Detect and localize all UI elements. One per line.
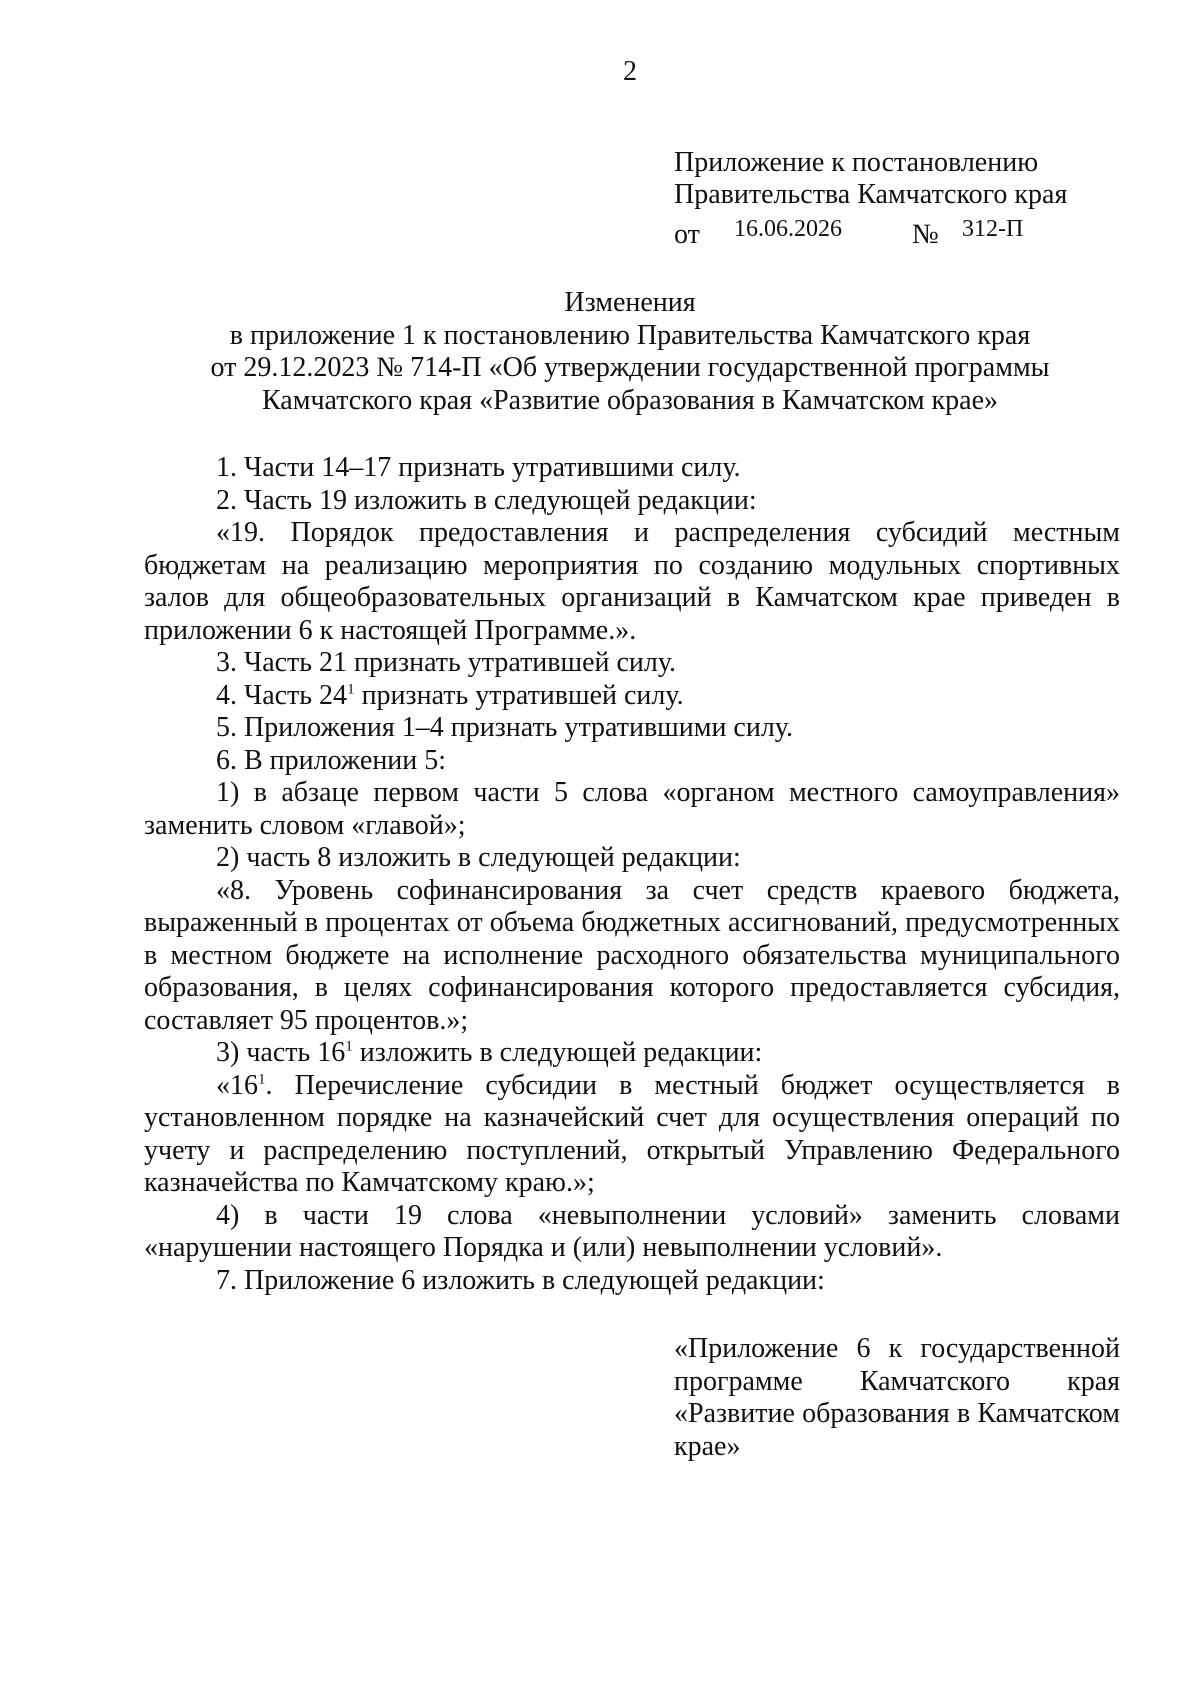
paragraph-5-superscript: 1 bbox=[347, 681, 355, 698]
number-sign: № bbox=[912, 219, 939, 250]
paragraph-11-end: изложить в следующей редакции: bbox=[352, 1037, 763, 1068]
paragraph-12-end: . Перечисление субсидии в местный бюджет осуществляется в установленном порядке на казначейский счет для осуществления операций по учету и распределению поступлений, открытый Управлению Федерального казначейства по Камчатскому краю.»; bbox=[144, 1069, 1120, 1198]
paragraph-10: «8. Уровень софинансирования за счет средств краевого бюджета, выраженный в процентах от объема бюджетных ассигнований, предусмотренных в местном бюджете на исполнение расходного обязательства муниципального образования, в целях софинансирования которого предоставляется субсидия, составляет 95 процентов.»; bbox=[144, 874, 1120, 1036]
approval-line-2: Правительства Камчатского края bbox=[674, 179, 1068, 210]
paragraph-11-superscript: 1 bbox=[345, 1038, 353, 1055]
paragraph-12-start: «16 bbox=[216, 1069, 258, 1101]
paragraph-5-start: 4. Часть 24 bbox=[216, 679, 348, 711]
paragraph-5 bbox=[144, 680, 1120, 713]
document-title bbox=[0, 287, 1200, 417]
paragraph-1: 1. Части 14–17 признать утратившими силу. bbox=[216, 452, 741, 483]
document-body bbox=[144, 452, 1120, 1297]
paragraph-2: 2. Часть 19 изложить в следующей редакции: bbox=[216, 484, 757, 516]
approval-header bbox=[674, 147, 1068, 250]
paragraph-14: 7. Приложение 6 изложить в следующей редакции: bbox=[216, 1264, 825, 1296]
appendix-6-note: «Приложение 6 к государственной программе Камчатского края «Развитие образования в Камчатском крае» bbox=[674, 1333, 1120, 1462]
paragraph-12-superscript: 1 bbox=[258, 1071, 266, 1088]
paragraph-3: «19. Порядок предоставления и распределения субсидий местным бюджетам на реализацию мероприятия по созданию модульных спортивных залов для общеобразовательных организаций в Камчатском крае приведен в приложении 6 к настоящей Программе.». bbox=[144, 517, 1120, 646]
title-heading: Изменения bbox=[564, 287, 696, 318]
title-line-3: Камчатского края «Развитие образования в Камчатском крае» bbox=[261, 384, 999, 416]
paragraph-5-end: признать утратившей силу. bbox=[354, 679, 684, 711]
paragraph-11-start: 3) часть 16 bbox=[216, 1037, 346, 1068]
paragraph-9: 2) часть 8 изложить в следующей редакции: bbox=[216, 842, 741, 873]
resolution-date: 16.06.2026 bbox=[734, 216, 842, 242]
title-line-2: от 29.12.2023 № 714-П «Об утверждении государственной программы bbox=[210, 352, 1050, 383]
approval-line-1: Приложение к постановлению bbox=[674, 147, 1039, 178]
paragraph-6: 5. Приложения 1–4 признать утратившими силу. bbox=[216, 712, 794, 743]
paragraph-8: 1) в абзаце первом части 5 слова «органом местного самоуправления» заменить словом «главой»; bbox=[144, 777, 1120, 841]
page-number: 2 bbox=[623, 56, 637, 87]
paragraph-12 bbox=[144, 1070, 1120, 1200]
resolution-number: 312-П bbox=[962, 216, 1024, 242]
paragraph-7: 6. В приложении 5: bbox=[216, 744, 447, 776]
paragraph-11 bbox=[144, 1037, 1120, 1070]
paragraph-13: 4) в части 19 слова «невыполнении условий» заменить словами «нарушении настоящего Порядка и (или) невыполнении условий». bbox=[144, 1199, 1120, 1263]
approval-date-line bbox=[674, 213, 1067, 250]
from-label: от bbox=[674, 219, 700, 250]
paragraph-4: 3. Часть 21 признать утратившей силу. bbox=[216, 647, 677, 678]
title-line-1: в приложение 1 к постановлению Правительства Камчатского края bbox=[229, 319, 1031, 351]
